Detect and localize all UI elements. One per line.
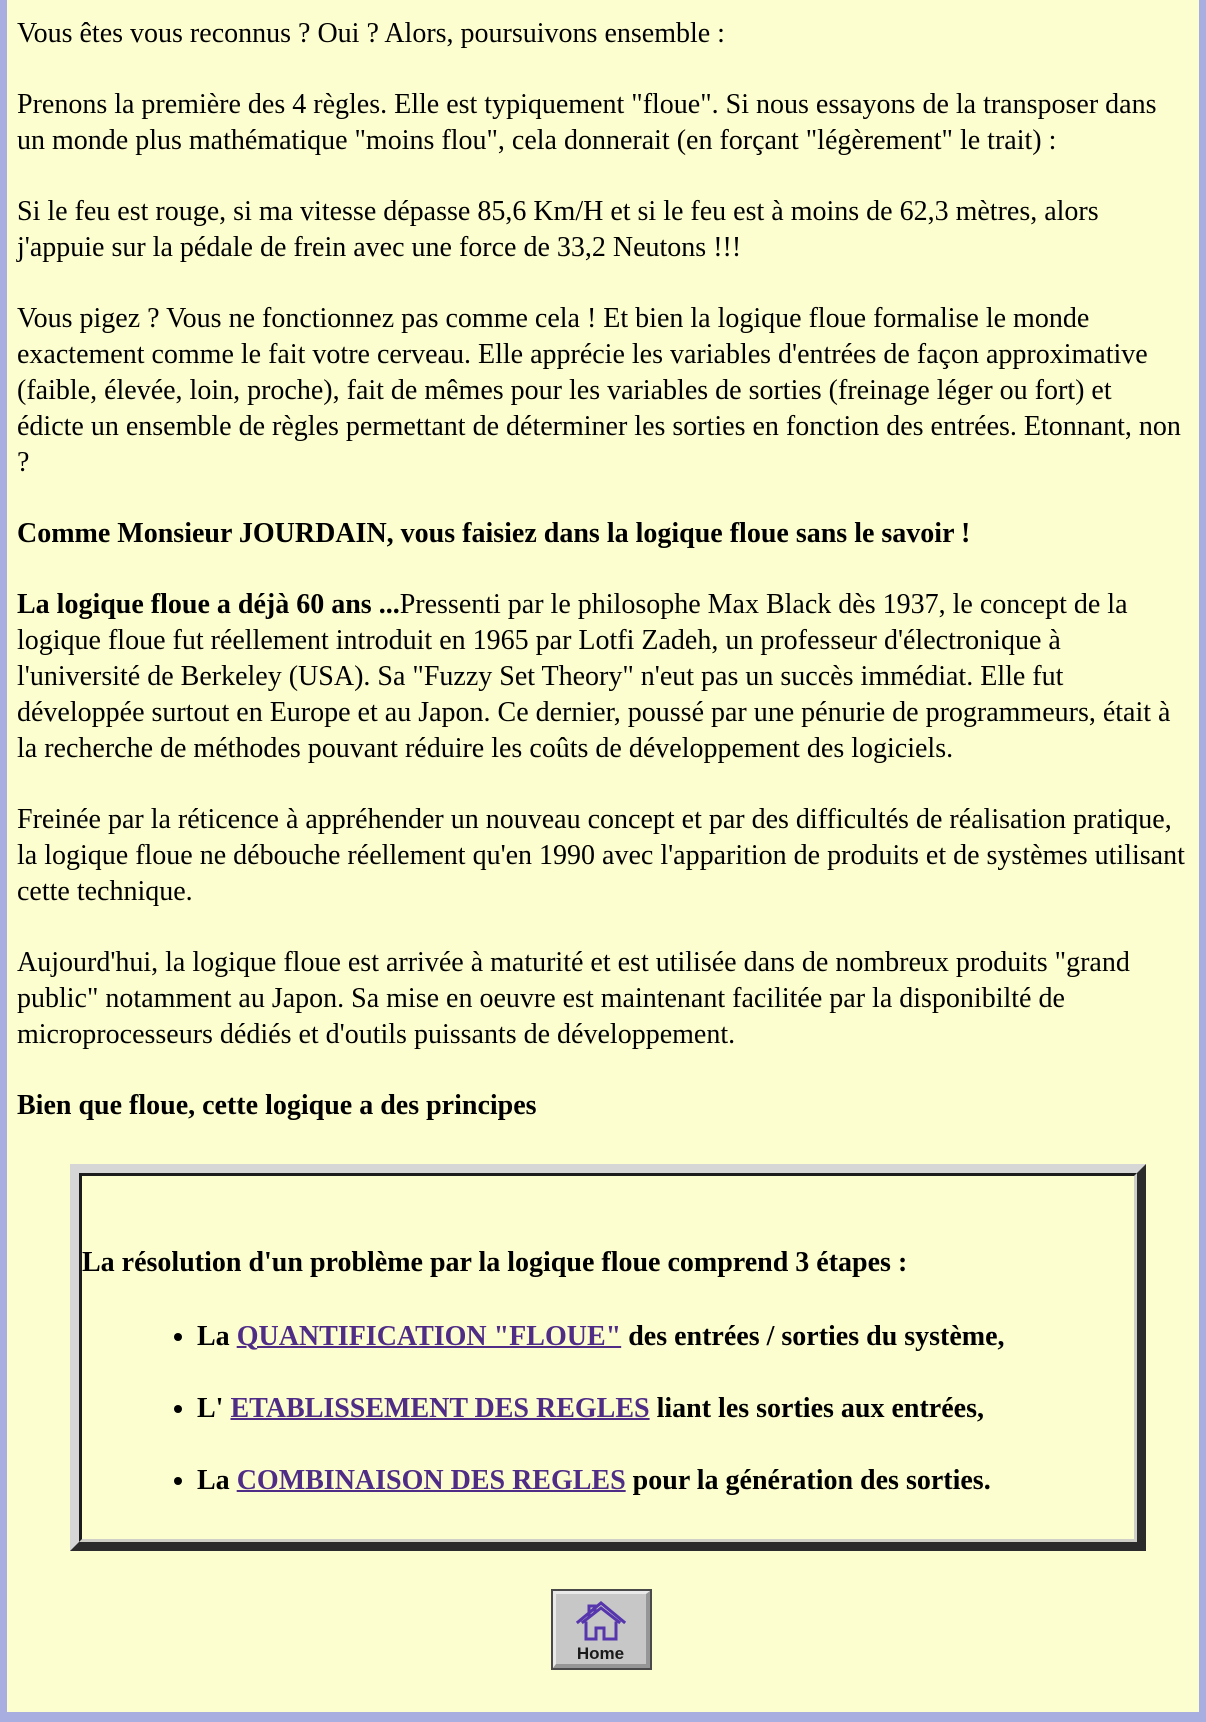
paragraph-aujourdhui: Aujourd'hui, la logique floue est arrivée à maturité et est utilisée dans de nombreux produits "grand public" notamment au Japon. Sa mise en oeuvre est maintenant facilitée par la disponibilté de microprocesseurs dédiés et d'outils puissants de développement. <box>17 947 1130 1050</box>
paragraph-feu-rouge-example: Si le feu est rouge, si ma vitesse dépasse 85,6 Km/H et si le feu est à moins de 62,3 mètres, alors j'appuie sur la pédale de frein avec une force de 33,2 Neutons !!! <box>17 196 1099 263</box>
list-item-etablissement <box>197 1391 1116 1427</box>
item-prefix: La <box>197 1321 237 1352</box>
principles-box-inner <box>79 1173 1137 1542</box>
link-quantification-floue[interactable]: QUANTIFICATION "FLOUE" <box>236 1321 622 1352</box>
principles-box-heading: La résolution d'un problème par la logique floue comprend 3 étapes : <box>82 1247 908 1278</box>
item-suffix: liant les sorties aux entrées, <box>649 1393 984 1424</box>
paragraph-first-rule: Prenons la première des 4 règles. Elle est typiquement "floue". Si nous essayons de la transposer dans un monde plus mathématique "moins flou", cela donnerait (en forçant "légèrement" le trait) : <box>17 89 1157 156</box>
paragraph-vous-pigez: Vous pigez ? Vous ne fonctionnez pas comme cela ! Et bien la logique floue formalise le monde exactement comme le fait votre cerveau. Elle apprécie les variables d'entrées de façon approximative (faible, élevée, loin, proche), fait de mêmes pour les variables de sorties (freinage léger ou fort) et édicte un ensemble de règles permettant de déterminer les sorties en fonction des entrées. Etonnant, non ? <box>17 303 1181 478</box>
house-icon <box>575 1599 627 1643</box>
item-suffix: pour la génération des sorties. <box>625 1465 991 1496</box>
principles-list <box>82 1319 1116 1499</box>
history-lead-bold: La logique floue a déjà 60 ans ... <box>17 589 400 620</box>
link-combinaison-des-regles[interactable]: COMBINAISON DES REGLES <box>236 1465 626 1496</box>
paragraph-intro: Vous êtes vous reconnus ? Oui ? Alors, poursuivons ensemble : <box>17 18 725 49</box>
paragraph-history <box>17 587 1185 767</box>
history-rest: Pressenti par le philosophe Max Black dès 1937, le concept de la logique floue fut réellement introduit en 1965 par Lotfi Zadeh, un professeur d'électronique à l'université de Berkeley (USA). Sa "Fuzzy Set Theory" n'eut pas un succès immédiat. Elle fut développée surtout en Europe et au Japon. Ce dernier, poussé par une pénurie de programmeurs, était à la recherche de méthodes pouvant réduire les coûts de développement des logiciels. <box>17 589 1171 764</box>
item-prefix: La <box>197 1465 237 1496</box>
principles-box <box>70 1164 1146 1551</box>
principles-intro-heading: Bien que floue, cette logique a des principes <box>17 1090 537 1121</box>
item-prefix: L' <box>197 1393 231 1424</box>
list-item-combinaison <box>197 1463 1116 1499</box>
home-button-label: Home <box>576 1644 625 1663</box>
paragraph-freinee: Freinée par la réticence à appréhender un nouveau concept et par des difficultés de réalisation pratique, la logique floue ne débouche réellement qu'en 1990 avec l'apparition de produits et de systèmes utilisant cette technique. <box>17 804 1185 907</box>
home-button[interactable] <box>553 1591 650 1668</box>
link-etablissement-des-regles[interactable]: ETABLISSEMENT DES REGLES <box>230 1393 650 1424</box>
jourdain-statement: Comme Monsieur JOURDAIN, vous faisiez dans la logique floue sans le savoir ! <box>17 518 971 549</box>
article-body <box>7 16 1199 1669</box>
list-item-quantification <box>197 1319 1116 1355</box>
item-suffix: des entrées / sorties du système, <box>621 1321 1005 1352</box>
footer-nav <box>17 1591 1185 1669</box>
